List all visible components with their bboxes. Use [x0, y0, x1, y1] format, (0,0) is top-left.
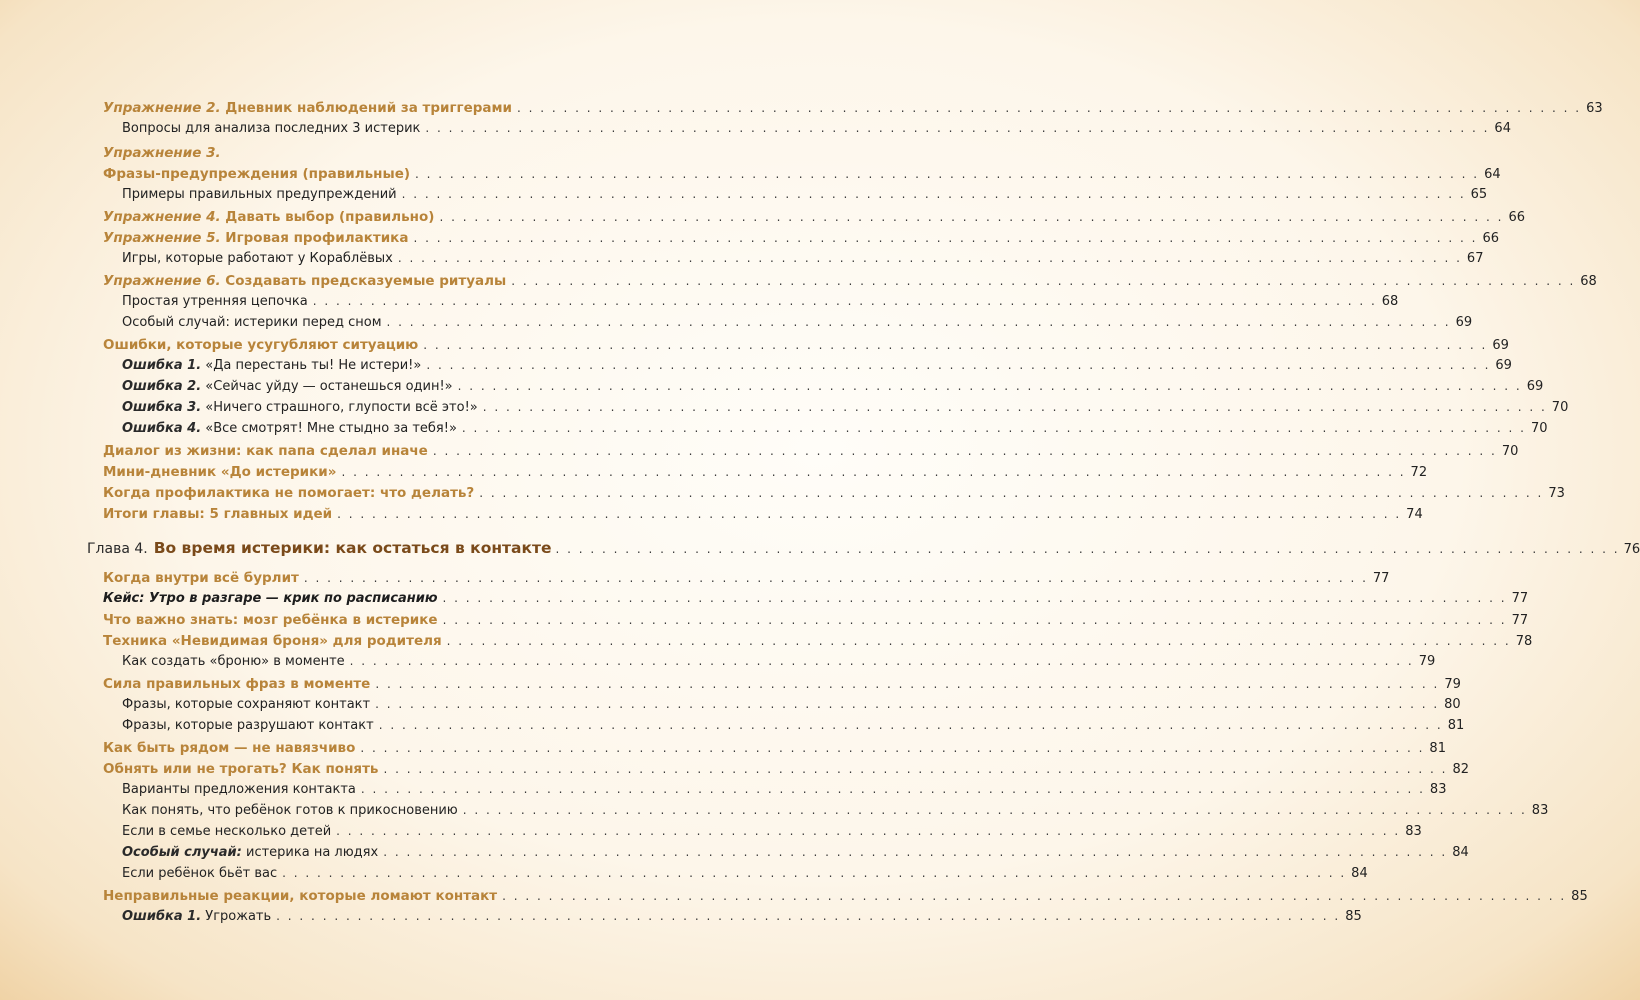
page-number: 64: [1484, 167, 1501, 182]
page-number: 69: [1495, 358, 1512, 373]
toc-entry[interactable]: [103, 612, 1529, 634]
error-label: Ошибка 1.: [122, 358, 202, 373]
entry-text: «Ничего страшного, глупости всё это!»: [201, 400, 478, 415]
toc-entry-title: Обнять или не трогать? Как понять: [103, 761, 379, 777]
toc-entry-title: [103, 100, 512, 116]
toc-entry-title: Фразы-предупреждения (правильные): [103, 166, 411, 182]
toc-entry-title: [103, 209, 434, 225]
dot-leader: [336, 824, 1400, 838]
toc-entry[interactable]: [122, 379, 1544, 401]
dot-leader: [502, 889, 1566, 903]
toc-entry-title: Сила правильных фраз в моменте: [103, 676, 371, 692]
toc-entry-title: [103, 230, 408, 246]
dot-leader: [313, 294, 1377, 308]
dot-leader: [443, 613, 1507, 627]
toc-entry[interactable]: [122, 358, 1512, 380]
dot-leader: [425, 121, 1489, 135]
toc-entry[interactable]: [103, 100, 1603, 122]
toc-entry[interactable]: [122, 315, 1473, 337]
page-number: 70: [1551, 400, 1569, 415]
entry-text: Создавать предсказуемые ритуалы: [220, 273, 507, 289]
toc-entry-title: Примеры правильных предупреждений: [122, 187, 397, 202]
page-number: 84: [1452, 845, 1469, 860]
toc-entry-title: Если в семье несколько детей: [122, 824, 332, 839]
toc-entry-title: Особый случай: истерики перед сном: [122, 315, 382, 330]
entry-text: «Все смотрят! Мне стыдно за тебя!»: [201, 421, 457, 436]
toc-entry[interactable]: [103, 506, 1423, 528]
toc-entry-title: Неправильные реакции, которые ломают контакт: [103, 888, 498, 904]
toc-entry[interactable]: [103, 273, 1597, 295]
page-number: 79: [1418, 654, 1436, 669]
page-number: 77: [1372, 571, 1390, 586]
page-number: 83: [1531, 803, 1549, 818]
dot-leader: [375, 697, 1439, 711]
toc-entry-title: Техника «Невидимая броня» для родителя: [103, 633, 442, 649]
page-number: 72: [1410, 465, 1428, 480]
toc-entry[interactable]: [103, 337, 1509, 359]
dot-leader: [415, 167, 1479, 181]
page-number: 66: [1508, 210, 1526, 225]
toc-entry[interactable]: [122, 400, 1569, 422]
dot-leader: [375, 677, 1439, 691]
toc-entry[interactable]: [103, 209, 1526, 231]
toc-entry[interactable]: [103, 761, 1470, 783]
page-number: 82: [1452, 762, 1470, 777]
dot-leader: [483, 400, 1547, 414]
toc-entry[interactable]: [103, 443, 1519, 465]
toc-entry[interactable]: [122, 909, 1362, 931]
error-label: Ошибка 4.: [122, 421, 202, 436]
dot-leader: [517, 101, 1581, 115]
dot-leader: [342, 465, 1406, 479]
dot-leader: [387, 315, 1451, 329]
dot-leader: [276, 909, 1340, 923]
toc-entry[interactable]: [122, 718, 1465, 740]
toc-entry[interactable]: [122, 294, 1399, 316]
toc-entry-title: [122, 379, 453, 394]
entry-text: «Сейчас уйду — останешься один!»: [201, 379, 453, 394]
toc-entry[interactable]: [122, 251, 1484, 273]
dot-leader: [282, 866, 1346, 880]
dot-leader: [479, 486, 1543, 500]
toc-entry[interactable]: [122, 866, 1368, 888]
toc-entry[interactable]: [122, 187, 1488, 209]
page-number: 66: [1482, 231, 1500, 246]
error-label: Ошибка 1.: [122, 909, 202, 924]
page-number: 70: [1530, 421, 1548, 436]
toc-entry-title: Игры, которые работают у Кораблёвых: [122, 251, 393, 266]
toc-entry-title: Диалог из жизни: как папа сделал иначе: [103, 443, 428, 459]
toc-entry-title: Кейс: Утро в разгаре — крик по расписанию: [103, 591, 438, 606]
page-number: 74: [1406, 507, 1423, 522]
dot-leader: [556, 542, 1620, 556]
toc-entry-title: Когда профилактика не помогает: что делать?: [103, 485, 475, 501]
entry-text: «Да перестань ты! Не истери!»: [201, 358, 422, 373]
page-number: 73: [1548, 486, 1565, 501]
page-number: 81: [1447, 718, 1465, 733]
toc-entry-title: Когда внутри всё бурлит: [103, 570, 299, 586]
toc-entry-title: Простая утренняя цепочка: [122, 294, 308, 309]
dot-leader: [304, 571, 1368, 585]
toc-entry[interactable]: [103, 464, 1428, 486]
page-number: 65: [1470, 187, 1488, 202]
toc-entry[interactable]: [103, 166, 1501, 188]
chapter-number: Глава 4.: [87, 541, 148, 557]
dot-leader: [350, 654, 1414, 668]
page-number: 76: [1623, 542, 1640, 557]
toc-entry-title: Что важно знать: мозг ребёнка в истерике: [103, 612, 438, 628]
page-number: 67: [1466, 251, 1484, 266]
toc-entry[interactable]: [103, 591, 1529, 613]
exercise-label: Упражнение 5.: [103, 230, 221, 246]
page-number: 69: [1526, 379, 1544, 394]
toc-entry[interactable]: [122, 803, 1549, 825]
exercise-label: Упражнение 6.: [103, 273, 221, 289]
dot-leader: [443, 591, 1507, 605]
page-number: 84: [1351, 866, 1368, 881]
dot-leader: [462, 421, 1526, 435]
entry-text: Игровая профилактика: [220, 230, 409, 246]
dot-leader: [402, 187, 1466, 201]
entry-text: Угрожать: [201, 909, 272, 924]
dot-leader: [463, 803, 1527, 817]
page-number: 77: [1511, 613, 1529, 628]
dot-leader: [383, 762, 1447, 776]
toc-entry-title: Как понять, что ребёнок готов к прикосновению: [122, 803, 458, 818]
dot-leader: [383, 845, 1447, 859]
dot-leader: [379, 718, 1443, 732]
page-number: 69: [1492, 338, 1509, 353]
toc-entry-title: [122, 400, 478, 415]
toc-entry-title: Мини-дневник «До истерики»: [103, 464, 337, 480]
exercise-label: Упражнение 4.: [103, 209, 221, 225]
toc-entry[interactable]: [122, 421, 1548, 443]
page-number: 68: [1381, 294, 1399, 309]
toc-entry[interactable]: [122, 782, 1447, 804]
toc-entry[interactable]: [103, 485, 1565, 507]
page-number: 64: [1494, 121, 1511, 136]
entry-text: истерика на людях: [241, 845, 379, 860]
page-number: 78: [1515, 634, 1533, 649]
chapter-heading[interactable]: [87, 538, 1640, 564]
entry-text: Дневник наблюдений за триггерами: [220, 100, 513, 116]
toc-entry-title: [103, 145, 221, 161]
dot-leader: [398, 251, 1462, 265]
chapter-name: Во время истерики: как остаться в контакте: [153, 539, 552, 557]
dot-leader: [447, 634, 1511, 648]
exercise-label: Упражнение 2.: [103, 100, 221, 116]
toc-entry-title: Как быть рядом — не навязчиво: [103, 740, 356, 756]
page-number: 68: [1580, 274, 1597, 289]
page-number: 77: [1511, 591, 1529, 606]
toc-entry[interactable]: [103, 633, 1533, 655]
dot-leader: [423, 338, 1487, 352]
toc-entry-title: Как создать «броню» в моменте: [122, 654, 345, 669]
page-number: 80: [1444, 697, 1461, 712]
page-number: 69: [1455, 315, 1473, 330]
toc-entry-title: [122, 845, 378, 860]
toc-entry-title: Фразы, которые сохраняют контакт: [122, 697, 371, 712]
page-number: 81: [1429, 741, 1446, 756]
dot-leader: [426, 358, 1490, 372]
exercise-label: Упражнение 3.: [103, 145, 221, 161]
dot-leader: [337, 507, 1401, 521]
dot-leader: [413, 231, 1477, 245]
dot-leader: [361, 782, 1425, 796]
error-label: Ошибка 2.: [122, 379, 202, 394]
toc-entry-title: [122, 358, 421, 373]
page-number: 85: [1571, 889, 1588, 904]
dot-leader: [511, 274, 1575, 288]
page-number: 63: [1586, 101, 1603, 116]
error-label: Ошибка 3.: [122, 400, 202, 415]
dot-leader: [439, 210, 1503, 224]
entry-text: Давать выбор (правильно): [220, 209, 435, 225]
toc-entry-title: [103, 273, 506, 289]
toc-entry[interactable]: [122, 121, 1511, 143]
page-number: 70: [1501, 444, 1519, 459]
toc-entry-title: [122, 909, 271, 924]
toc-entry-title: Фразы, которые разрушают контакт: [122, 718, 374, 733]
toc-entry-title: Если ребёнок бьёт вас: [122, 866, 278, 881]
toc-entry[interactable]: [122, 654, 1436, 676]
toc-entry-title: [122, 421, 457, 436]
dot-leader: [458, 379, 1522, 393]
dot-leader: [360, 741, 1424, 755]
toc-entry[interactable]: [103, 676, 1461, 698]
chapter-title: [87, 538, 552, 557]
toc-entry-title: Ошибки, которые усугубляют ситуацию: [103, 337, 419, 353]
page-number: 83: [1405, 824, 1422, 839]
toc-entry-title: Итоги главы: 5 главных идей: [103, 506, 333, 522]
page-number: 83: [1429, 782, 1447, 797]
toc-entry[interactable]: [103, 230, 1500, 252]
toc-entry[interactable]: [103, 740, 1446, 762]
toc-entry[interactable]: [103, 888, 1588, 910]
toc-entry[interactable]: [103, 570, 1390, 592]
toc-entry-title: Варианты предложения контакта: [122, 782, 356, 797]
dot-leader: [433, 444, 1497, 458]
toc-entry-heading[interactable]: [103, 145, 608, 167]
page-number: 85: [1345, 909, 1362, 924]
toc-entry[interactable]: [122, 697, 1461, 719]
toc-entry[interactable]: [122, 845, 1469, 867]
toc-entry-title: Вопросы для анализа последних 3 истерик: [122, 121, 421, 136]
toc-entry[interactable]: [122, 824, 1422, 846]
special-case-label: Особый случай:: [122, 845, 242, 860]
page-number: 79: [1444, 677, 1461, 692]
